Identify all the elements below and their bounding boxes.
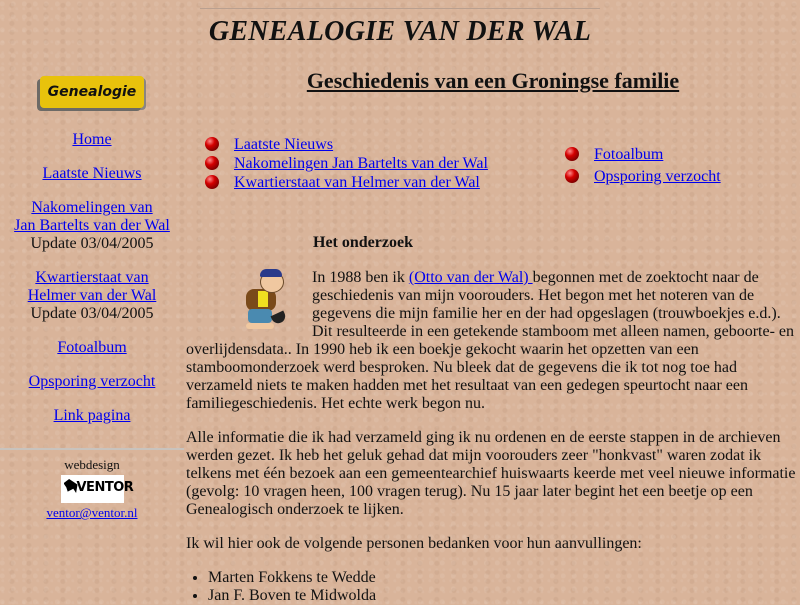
quick-link-item (565, 166, 721, 188)
sidebar-link-photoalbum[interactable]: Fotoalbum (57, 339, 127, 356)
link-line-1: Nakomelingen van (31, 199, 153, 216)
red-ball-bullet-icon (205, 175, 219, 189)
sidebar-nav (0, 131, 184, 425)
sidebar-link-wanted[interactable]: Opsporing verzocht (28, 373, 156, 390)
sidebar-item-links (0, 407, 184, 425)
intro-text-rest: begonnen met de zoektocht naar de geschiedenis van mijn voorouders. Het begon met het noteren van de gegevens die mijn familie her en der had opgeslagen (trouwboekjes e.d.). Dit resulteerde in een getekende stamboom met alleen namen, geboorte- en overlijdensdata.. In 1990 heb ik een boekje gekocht waarin het opzetten van een stamboomonderzoek werd besproken. Nu bleek dat de gegevens die ik tot nog toe had verzameld niets te maken hadden met het resultaat van een gedegen speurtocht naar een familiegeschiedenis. Het echte werk begon nu. (186, 269, 795, 412)
sidebar-link-home[interactable]: Home (72, 131, 112, 148)
sidebar-link-news[interactable]: Laatste Nieuws (42, 165, 142, 182)
paragraph-archives: Alle informatie die ik had verzameld ging ik nu ordenen en de eerste stappen in de archieven werden gezet. Ik heb het geluk gehad dat mijn voorouders zeer "honkvast" waren zodat ik telkens met één bezoek aan een gemeentearchief huiswaarts keerde met veel nieuwe informatie (gevolg: 10 vragen heen, 100 vragen terug). Nu 15 jaar later begint het een beetje op een Genealogisch onderzoek te lijken. (186, 429, 796, 518)
intro-text-start: In 1988 ben ik (312, 269, 409, 286)
sidebar-item-descendants (0, 199, 184, 253)
genealogie-logo-button[interactable]: Genealogie (40, 76, 144, 108)
red-ball-bullet-icon (205, 137, 219, 151)
top-divider (200, 8, 600, 9)
quick-links-right (565, 144, 721, 188)
red-ball-bullet-icon (565, 147, 579, 161)
update-date: Update 03/04/2005 (30, 305, 154, 322)
paragraph-thanks: Ik wil hier ook de volgende personen bedanken voor hun aanvullingen: (186, 535, 642, 552)
sidebar-item-wanted (0, 373, 184, 391)
quick-link-news[interactable]: Laatste Nieuws (234, 136, 334, 153)
sidebar-item-ancestry (0, 269, 184, 323)
quick-link-photoalbum[interactable]: Fotoalbum (594, 146, 664, 163)
sidebar-item-home (0, 131, 184, 149)
list-item: • Jan F. Boven te Midwolda (208, 587, 798, 605)
horse-icon (64, 479, 78, 493)
quick-link-ancestry[interactable]: Kwartierstaat van Helmer van der Wal (234, 174, 480, 191)
sidebar-item-photoalbum (0, 339, 184, 357)
quick-link-item (565, 144, 721, 166)
sidebar-link-descendants[interactable] (14, 199, 170, 234)
link-line-2: Helmer van der Wal (27, 287, 157, 304)
webdesign-label: webdesign (64, 457, 120, 472)
quick-link-item (205, 135, 488, 154)
quick-link-wanted[interactable]: Opsporing verzocht (594, 168, 721, 185)
main-content (186, 233, 798, 605)
webdesign-credits (0, 457, 184, 521)
section-heading: Het onderzoek (313, 234, 413, 251)
sidebar-link-links[interactable]: Link pagina (53, 407, 131, 424)
sidebar-item-news (0, 165, 184, 183)
sidebar (0, 70, 184, 441)
quick-link-item (205, 173, 488, 192)
update-date: Update 03/04/2005 (30, 235, 154, 252)
sidebar-divider (0, 448, 184, 450)
link-line-2: Jan Bartelts van der Wal (14, 217, 170, 234)
list-item: • Marten Fokkens te Wedde (208, 569, 798, 587)
page-subtitle: Geschiedenis van een Groningse familie (306, 68, 680, 93)
ventor-wordmark: VENTOR (76, 480, 134, 495)
author-link[interactable]: (Otto van der Wal) (408, 269, 533, 286)
quick-link-item (205, 154, 488, 173)
quick-link-descendants[interactable]: Nakomelingen Jan Bartelts van der Wal (234, 155, 488, 172)
red-ball-bullet-icon (205, 156, 219, 170)
red-ball-bullet-icon (565, 169, 579, 183)
quick-links-left (205, 135, 488, 192)
ventor-email-link[interactable]: ventor@ventor.nl (46, 505, 138, 520)
link-line-1: Kwartierstaat van (35, 269, 149, 286)
sidebar-link-ancestry[interactable] (28, 269, 157, 304)
digging-man-icon (234, 269, 292, 333)
site-title: GENEALOGIE VAN DER WAL (208, 16, 592, 47)
ventor-logo[interactable] (61, 475, 134, 503)
